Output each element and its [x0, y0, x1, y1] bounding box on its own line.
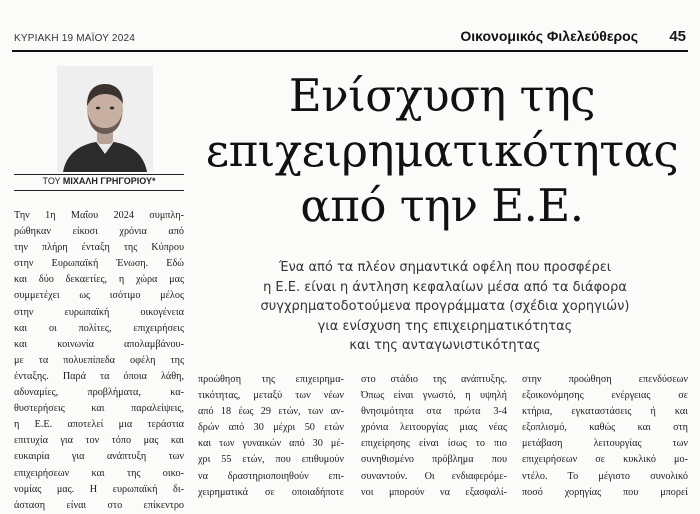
- page-header: [0, 0, 700, 50]
- body-line: χειρηματικά σε οποιαδήποτε: [198, 486, 344, 498]
- body-line: άσταση είναι στο επίκεντρο: [14, 499, 184, 511]
- body-column-1: [14, 208, 184, 514]
- body-line: και των γυναικών από 30 μέ-: [198, 438, 344, 450]
- title-line: επιχειρηματικότητας: [205, 124, 679, 177]
- lead-line: συγχρηματοδοτούμενα προγράμματα (σχέδια χορηγιών): [260, 299, 630, 314]
- body-column-2: [198, 372, 344, 501]
- body-line: μετάβαση λειτουργίας των: [522, 438, 688, 450]
- body-line: από 18 έως 29 ετών, των αν-: [198, 406, 344, 418]
- byline: [14, 176, 184, 186]
- body-line: και κοινωνία απολαμβάνου-: [14, 338, 184, 350]
- article-title: [196, 68, 688, 233]
- body-line: προώθηση της επιχειρημα-: [198, 374, 344, 385]
- body-line: και οι πολίτες, επιχειρήσεις: [14, 322, 184, 334]
- body-line: επιχείρησης είναι ίσως το πιο: [361, 438, 507, 450]
- lead-line: για ενίσχυση της επιχειρηματικότητας: [317, 318, 573, 334]
- body-line: νοι μπορούν να εξασφαλί-: [361, 486, 507, 498]
- lead-line: Ένα από τα πλέον σημαντικά οφέλη που προσφέρει: [278, 260, 612, 275]
- byline-prefix: ΤΟΥ: [42, 176, 61, 186]
- body-line: ντέλο. Το μέγιστο συνολικό: [522, 470, 688, 482]
- article-lead: [210, 258, 680, 356]
- author-portrait-icon: [57, 66, 153, 172]
- body-line: και δύο δεκαετίες, η χώρα μας: [14, 274, 184, 286]
- lead-line: και της ανταγωνιστικότητας: [349, 338, 541, 353]
- title-line: από την Ε.Ε.: [300, 179, 584, 232]
- body-line: ρώθηκαν είκοσι χρόνια από: [14, 226, 184, 238]
- body-line: επιτυχία για τον τόπο μας και: [14, 435, 184, 447]
- body-line: συμμετέχει ως ισότιμο μέλος: [14, 290, 184, 302]
- body-line: επιχειρήσεων σε κυκλικό μο-: [522, 454, 688, 466]
- body-line: τικότητας, μεταξύ των νέων: [198, 390, 344, 402]
- body-line: κτήρια, εγκαταστάσεις ή και: [522, 406, 688, 418]
- publication-name: Οικονομικός Φιλελεύθερος: [460, 28, 638, 44]
- body-line: θυστερήσεις και παραλείψεις,: [14, 403, 184, 415]
- body-line: στην Ευρωπαϊκή Ένωση. Εδώ: [14, 258, 184, 270]
- body-line: εξοικονόμησης ενέργειας σε: [522, 390, 688, 402]
- issue-date: ΚΥΡΙΑΚΗ 19 ΜΑΪΟΥ 2024: [14, 33, 135, 44]
- body-line: αδυναμίες, προβλήματα, κα-: [14, 387, 184, 399]
- body-line: η Ε.Ε. αποτελεί μια τεράστια: [14, 419, 184, 431]
- body-column-4: [522, 372, 688, 501]
- body-line: να δραστηριοποιηθούν επι-: [198, 470, 344, 482]
- header-rule: [12, 50, 688, 52]
- body-line: ευκαιρία για ανάπτυξη των: [14, 451, 184, 463]
- body-line: στο στάδιο της ανάπτυξης.: [361, 374, 507, 385]
- byline-bottom-rule: [14, 190, 184, 191]
- body-line: χρι 55 ετών, που επιθυμούν: [198, 454, 344, 466]
- body-line: Την 1η Μαΐου 2024 συμπλη-: [14, 210, 184, 221]
- title-line: Ενίσχυση της: [288, 69, 596, 122]
- body-line: στην ευρωπαϊκή οικογένεια: [14, 306, 184, 318]
- body-line: δρών από 30 μέχρι 50 ετών: [198, 422, 344, 434]
- body-line: χρόνια λειτουργίας μιας νέας: [361, 422, 507, 434]
- author-name: ΜΙΧΑΛΗ ΓΡΗΓΟΡΙΟΥ*: [62, 176, 156, 186]
- body-line: στην προώθηση επενδύσεων: [522, 374, 688, 385]
- body-line: ένταξης. Παρά τα όποια λάθη,: [14, 370, 184, 382]
- byline-top-rule: [14, 174, 184, 175]
- body-line: την πλήρη ένταξη της Κύπρου: [14, 242, 184, 254]
- body-line: συναντούν. Οι ενδιαφερόμε-: [361, 470, 507, 482]
- body-line: εξοπλισμό, καθώς και στη: [522, 422, 688, 434]
- lead-line: η Ε.Ε. είναι η άντληση κεφαλαίων μέσα από τα διάφορα: [263, 279, 627, 295]
- page-number: 45: [669, 28, 686, 45]
- body-column-3: [361, 372, 507, 501]
- body-line: ποσό χορηγίας που μπορεί: [522, 486, 688, 498]
- body-line: θνησιμότητα στα πρώτα 3-4: [361, 406, 507, 418]
- body-line: επιχειρήσεων και της οικο-: [14, 467, 184, 479]
- body-line: Όπως είναι γνωστό, η υψηλή: [361, 390, 507, 402]
- body-line: νομίας μας. Η ευρωπαϊκή δι-: [14, 483, 184, 495]
- author-photo: [57, 66, 153, 172]
- body-line: συνηθισμένο πρόβλημα που: [361, 454, 507, 466]
- body-line: με τα πολυεπίπεδα οφέλη της: [14, 354, 184, 366]
